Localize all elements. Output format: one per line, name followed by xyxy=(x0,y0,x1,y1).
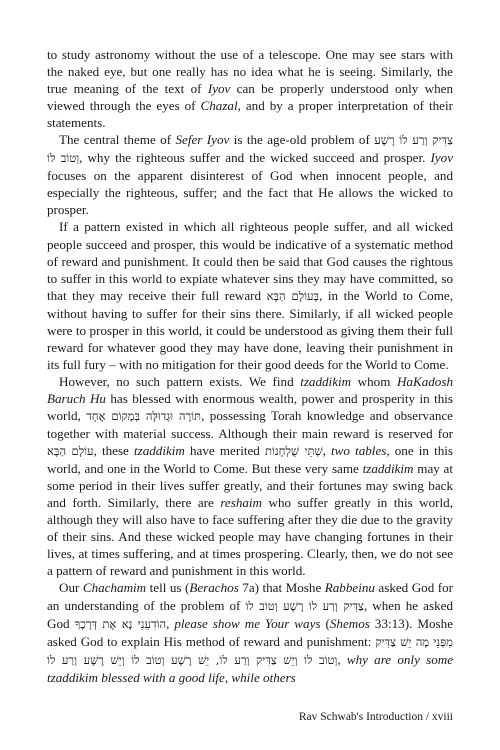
text: , xyxy=(337,651,347,667)
paragraph-2 xyxy=(47,131,453,218)
text: ( xyxy=(320,615,330,631)
text: asked God for an understanding of the problem of xyxy=(47,580,454,613)
running-footer: Rav Schwab's Introduction / xviii xyxy=(298,711,453,723)
text: to study astronomy without the use of a telescope. One may see stars with the naked eye, but one really has no idea what he is seeing. Similarly, the true meaning of the text of xyxy=(47,47,453,97)
italic-term: Chazal xyxy=(200,98,238,114)
text: have merited xyxy=(184,443,265,459)
text: , and by a proper interpretation of their statements. xyxy=(47,98,453,131)
text: , when he asked God xyxy=(47,597,453,631)
italic-term: Iyov xyxy=(207,81,231,97)
hebrew-phrase: שְׁתֵּי שֻׁלְחָנוֹת xyxy=(264,444,323,459)
paragraph-1 xyxy=(47,46,453,131)
italic-term: HaKadosh Baruch Hu xyxy=(47,373,453,406)
italic-term: Chachamim xyxy=(82,580,147,596)
italic-term: Sefer Iyov xyxy=(175,132,230,148)
hebrew-phrase: עוֹלָם הַבָּא xyxy=(47,444,94,459)
text: 33:13). Moshe asked God to explain His method of reward and punishment: xyxy=(47,615,454,649)
text: The central theme of xyxy=(59,132,176,148)
italic-term: tzaddikim xyxy=(362,461,414,477)
italic-term: Iyov xyxy=(430,150,453,166)
hebrew-phrase: צַדִּיק וְרַע לוֹ רָשָׁע וְטוֹב לוֹ xyxy=(47,133,453,166)
italic-term: two tables xyxy=(331,443,387,459)
text: can be properly understood only when viewed through the eyes of xyxy=(47,81,454,114)
hebrew-phrase: בָּעוֹלָם הַבָּא xyxy=(266,288,320,303)
text: may at some period in their lives suffer greatly, and their fortunes may swing back and forth. Similarly, there are xyxy=(47,461,453,511)
text: is the age-old problem of xyxy=(229,132,375,148)
italic-term: reshaim xyxy=(220,495,263,511)
text: If a pattern existed in which all righteous people suffer, and all wicked people succeed and prosper, this would be indicative of a systematic method of reward and punishment. It could then be said that God causes the rightous to suffer in this world to expiate whatever sins they may have committed, so that they may receive their full reward xyxy=(47,219,453,303)
text: , xyxy=(322,443,332,459)
hebrew-phrase: צַדִּיק וְרַע לוֹ רָשָׁע וְטוֹב לוֹ xyxy=(245,598,364,613)
italic-term: tzaddikim xyxy=(300,373,352,389)
text: 7a) that Moshe xyxy=(238,580,325,596)
paragraph-3 xyxy=(47,218,453,372)
italic-term: Berachos xyxy=(189,580,239,596)
italic-term: please show me Your ways xyxy=(174,615,321,631)
paragraph-4 xyxy=(47,373,453,580)
page-body xyxy=(47,46,453,686)
text: whom xyxy=(351,373,397,389)
text: tell us ( xyxy=(146,580,190,596)
text: who suffer greatly in this world, although they will also have to face suffering after they die due to the gravity of their sins. And these wicked people may have changing fortunes in their lives, at times suffering, and at times prospering. Clearly, then, we do not see a pattern of reward and punishment in this world. xyxy=(47,495,453,579)
text: However, no such pattern exists. We find xyxy=(59,373,301,389)
text: Our xyxy=(59,580,83,596)
italic-term: Shemos xyxy=(329,615,370,631)
hebrew-phrase: הוֹדִעֵנִי נָא אֶת דְּרָכֶךָ xyxy=(74,616,167,631)
text: , xyxy=(166,615,175,631)
text: has blessed with enormous wealth, power and prosperity in this world, xyxy=(47,390,453,423)
text: , in the World to Come, without having to suffer for their sins there. Similarly, if all wicked people were to prosper in this world, it could be understood as giving them their full reward for whatever good they may have done, leaving their punishment in its full fury – with no mitigation for their good deeds for the World to Come. xyxy=(47,287,453,372)
text: , possessing Torah knowledge and observance together with material success. Although their main reward is reserved for xyxy=(47,407,453,442)
paragraph-5 xyxy=(47,579,453,685)
hebrew-phrase: תּוֹרָה וּגְדוּלָּה בְּמָקוֹם אֶחָד xyxy=(86,408,202,423)
italic-term: Rabbeinu xyxy=(324,580,375,596)
italic-term: tzaddikim xyxy=(133,443,185,459)
hebrew-phrase: מִפְּנֵי מָה יֵשׁ צַדִּיק וְטוֹב לוֹ וְיֵשׁ צַדִּיק וְרַע לוֹ, יֵשׁ רָשָׁע וְטוֹב לוֹ וְיֵשׁ רָשָׁע וְרַע לוֹ xyxy=(47,634,453,667)
italic-term: why are only some tzaddikim blessed with a good life, while others xyxy=(47,651,454,685)
text: , these xyxy=(93,443,134,459)
text: , why the righteous suffer and the wicked succeed and prosper. xyxy=(79,150,431,166)
text: , one in this world, and one in the World to Come. But these very same xyxy=(47,443,453,477)
text: focuses on the apparent disinterest of God when innocent people, and especially the righteous, suffer; and the fact that He allows the wicked to prosper. xyxy=(47,168,453,218)
